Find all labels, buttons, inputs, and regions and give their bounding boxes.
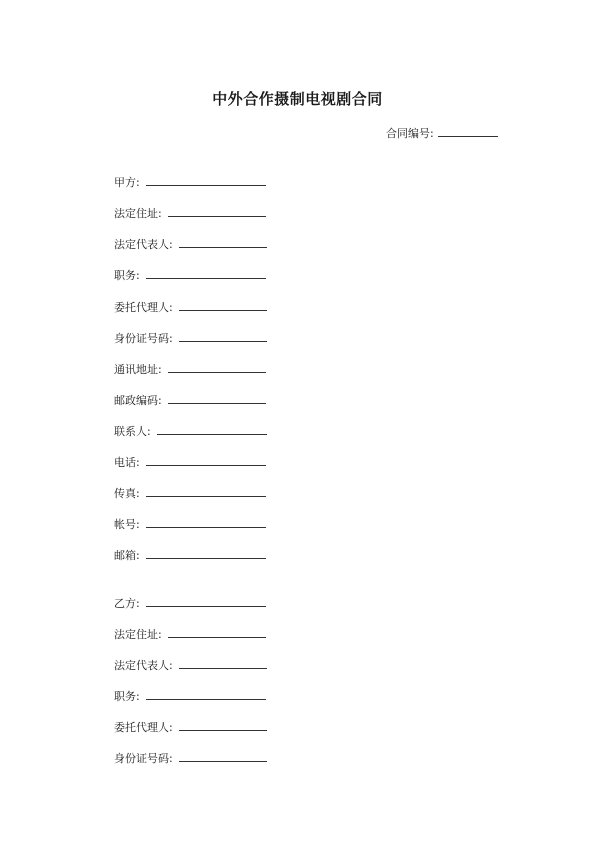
field-blank [168,626,266,638]
field-blank [146,485,266,497]
party-b-field [114,688,266,704]
field-blank [146,516,266,528]
field-label: 法定代表人: [114,659,173,672]
party-a-field [114,516,266,532]
field-label: 法定代表人: [114,238,173,251]
field-label: 身份证号码: [114,752,173,765]
field-blank [179,719,267,731]
field-label: 身份证号码: [114,332,173,345]
field-blank [179,750,267,762]
field-blank [146,267,266,279]
field-blank [168,361,266,373]
party-a-field [114,330,267,346]
party-b-field [114,657,267,673]
field-blank [179,330,267,342]
field-blank [179,236,267,248]
field-label: 邮政编码: [114,394,162,407]
party-a-field [114,423,267,439]
field-blank [146,688,266,700]
field-label: 电话: [114,456,140,469]
field-label: 联系人: [114,425,151,438]
field-blank [179,657,267,669]
field-label: 乙方: [114,597,140,610]
party-b-field [114,750,267,766]
party-a-field [114,485,266,501]
party-b-field [114,626,266,642]
field-blank [146,454,266,466]
field-blank [146,595,266,607]
contract-number-blank [438,125,498,137]
field-label: 帐号: [114,518,140,531]
field-blank [146,547,266,559]
party-a-field [114,174,266,190]
party-a-field [114,361,266,377]
field-label: 甲方: [114,176,140,189]
party-a-field [114,299,267,315]
field-blank [168,205,266,217]
field-blank [179,299,267,311]
party-a-field [114,454,266,470]
field-label: 通讯地址: [114,363,162,376]
field-label: 委托代理人: [114,721,173,734]
field-label: 职务: [114,269,140,282]
field-blank [168,392,266,404]
field-label: 职务: [114,690,140,703]
field-label: 委托代理人: [114,301,173,314]
party-a-field [114,205,266,221]
party-b-field [114,595,266,611]
contract-number-label: 合同编号: [386,127,434,140]
field-blank [157,423,267,435]
field-label: 传真: [114,487,140,500]
field-label: 法定住址: [114,628,162,641]
party-a-field [114,236,267,252]
field-label: 法定住址: [114,207,162,220]
party-a-field [114,267,266,283]
party-a-field [114,392,266,408]
contract-number [386,125,498,141]
field-blank [146,174,266,186]
party-a-field [114,547,266,563]
field-label: 邮箱: [114,549,140,562]
document-title: 中外合作摄制电视剧合同 [212,90,383,108]
party-b-field [114,719,267,735]
